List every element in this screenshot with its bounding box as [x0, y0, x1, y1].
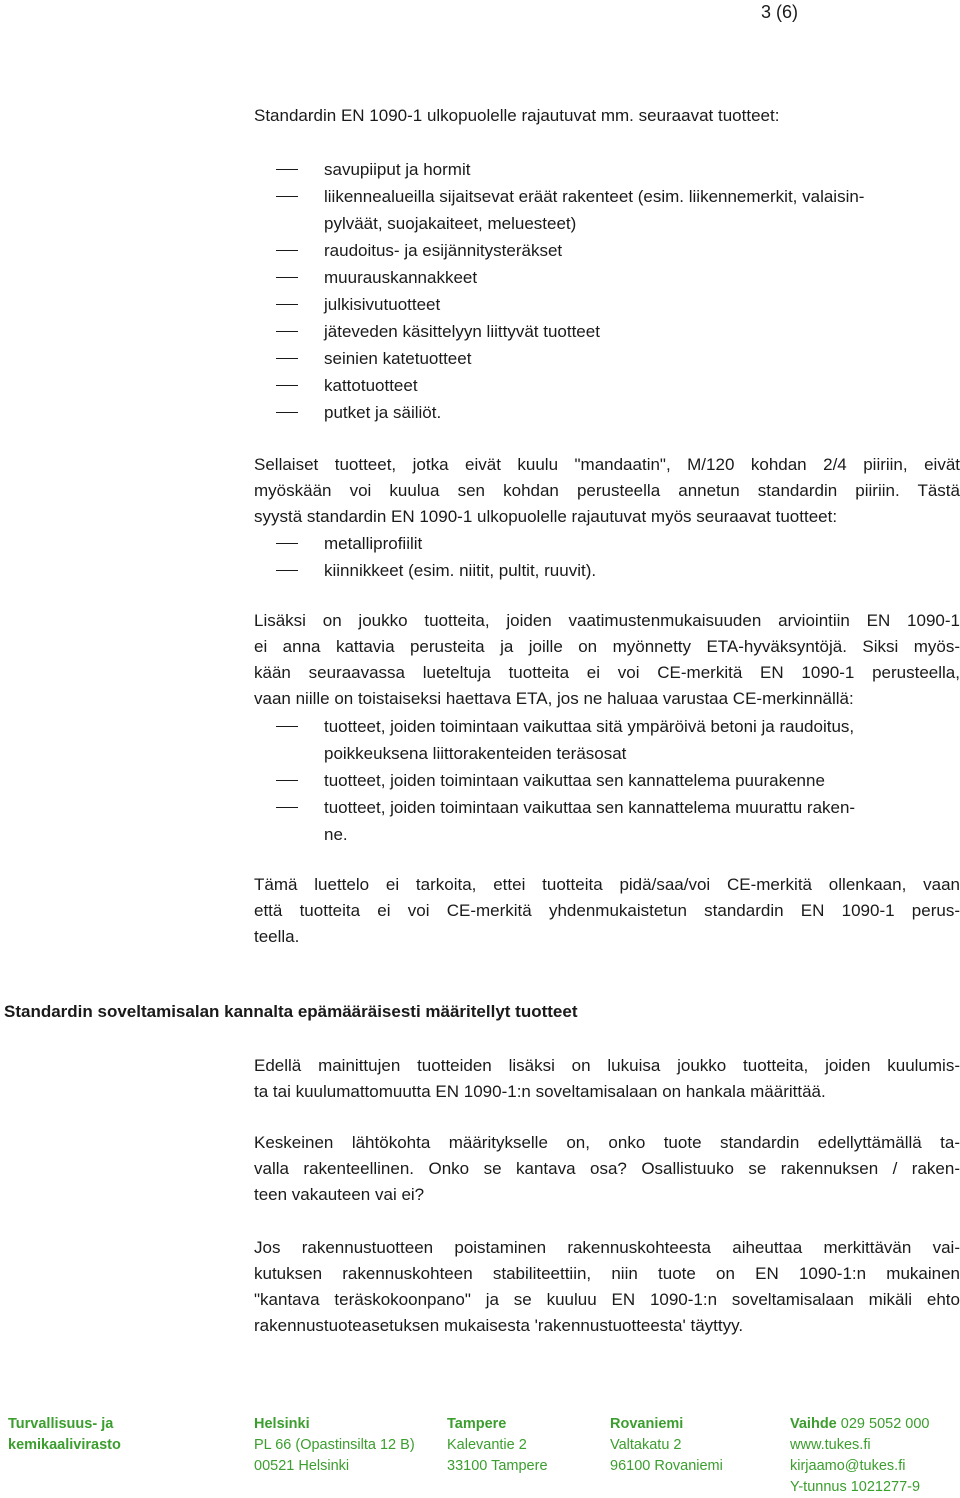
footer-helsinki	[254, 1414, 415, 1477]
footer-rovaniemi-addr1: Valtakatu 2	[610, 1437, 682, 1453]
footer-vaihde	[790, 1414, 929, 1435]
footer-org-line2: kemikaalivirasto	[8, 1437, 121, 1453]
list-item	[254, 767, 960, 794]
list-item-line: poikkeuksena liittorakenteiden teräsosat	[324, 744, 627, 763]
paragraph-line: kutuksen rakennuskohteen stabiliteettiin, niin tuote on EN 1090-1:n mukainen	[254, 1264, 960, 1283]
mandate-paragraph	[254, 452, 960, 530]
paragraph-line: syystä standardin EN 1090-1 ulkopuolelle rajautuvat myös seuraavat tuotteet:	[254, 507, 838, 526]
list-item-line: seinien katetuotteet	[324, 349, 472, 368]
list-item	[254, 237, 960, 264]
list-item	[254, 530, 960, 557]
paragraph-line: kään seuraavassa lueteltuja tuotteita ei voi CE-merkitä EN 1090-1 perusteella,	[254, 663, 960, 682]
excluded-products-list	[254, 156, 960, 426]
list-item-line: muurauskannakkeet	[324, 268, 478, 287]
additional-excluded-list	[254, 530, 960, 584]
paragraph-line: valla rakenteellinen. Onko se kantava osa? Osallistuuko se rakennuksen / raken-	[254, 1159, 960, 1178]
page-number: 3 (6)	[760, 2, 798, 22]
list-item	[254, 345, 960, 372]
paragraph-line: Sellaiset tuotteet, jotka eivät kuulu "mandaatin", M/120 kohdan 2/4 piiriin, eivät	[254, 455, 960, 474]
paragraph-line: teen vakauteen vai ei?	[254, 1185, 425, 1204]
footer-rovaniemi	[610, 1414, 723, 1477]
list-item	[254, 713, 960, 767]
paragraph-line: että tuotteita ei voi CE-merkitä yhdenmukaistetun standardin EN 1090-1 perus-	[254, 901, 960, 920]
starting-point-paragraph	[254, 1130, 960, 1208]
footer-rovaniemi-addr2: 96100 Rovaniemi	[610, 1458, 723, 1474]
list-item-line: liikennealueilla sijaitsevat eräät rakenteet (esim. liikennemerkit, valaisin-	[324, 187, 865, 206]
paragraph-line: rakennustuoteasetuksen mukaisesta 'rakennustuotteesta' täyttyy.	[254, 1316, 744, 1335]
footer-helsinki-addr1: PL 66 (Opastinsilta 12 B)	[254, 1437, 415, 1453]
footer-contact	[790, 1414, 929, 1498]
list-item	[254, 156, 960, 183]
paragraph-line: vaan niille on toistaiseksi haettava ETA, jos ne haluaa varustaa CE-merkinnällä:	[254, 689, 854, 708]
list-item	[254, 291, 960, 318]
list-item-line: pylväät, suojakaiteet, meluesteet)	[324, 214, 577, 233]
list-item-line: ne.	[324, 825, 348, 844]
undefined-products-paragraph	[254, 1053, 960, 1105]
paragraph-line: myöskään voi kuulua sen kohdan perusteella annetun standardin piiriin. Tästä	[254, 481, 960, 500]
footer-helsinki-addr2: 00521 Helsinki	[254, 1458, 350, 1474]
list-item	[254, 399, 960, 426]
footer-rovaniemi-title: Rovaniemi	[610, 1416, 684, 1432]
footer-vaihde-label: Vaihde	[790, 1416, 837, 1432]
list-item	[254, 794, 960, 848]
footer-vaihde-number: 029 5052 000	[840, 1416, 930, 1432]
footer-tampere-addr2: 33100 Tampere	[447, 1458, 548, 1474]
footer-tampere-title: Tampere	[447, 1416, 507, 1432]
list-item-line: julkisivutuotteet	[324, 295, 441, 314]
paragraph-line: "kantava teräskokoonpano" ja se kuuluu EN 1090-1:n soveltamisalaan mikäli ehto	[254, 1290, 960, 1309]
footer-tampere	[447, 1414, 548, 1477]
intro-paragraph: Standardin EN 1090-1 ulkopuolelle rajautuvat mm. seuraavat tuotteet:	[254, 106, 780, 125]
list-item	[254, 318, 960, 345]
footer-email-link[interactable]: kirjaamo@tukes.fi	[790, 1458, 906, 1474]
list-item	[254, 264, 960, 291]
footer-tampere-addr1: Kalevantie 2	[447, 1437, 527, 1453]
eta-products-list	[254, 713, 960, 848]
paragraph-line: Lisäksi on joukko tuotteita, joiden vaatimustenmukaisuuden arviointiin EN 1090-1	[254, 611, 960, 630]
footer-helsinki-title: Helsinki	[254, 1416, 310, 1432]
conclusion-paragraph	[254, 872, 960, 950]
list-item-line: savupiiput ja hormit	[324, 160, 471, 179]
paragraph-line: Edellä mainittujen tuotteiden lisäksi on lukuisa joukko tuotteita, joiden kuulumis-	[254, 1056, 960, 1075]
list-item-line: raudoitus- ja esijännitysteräkset	[324, 241, 563, 260]
list-item-line: tuotteet, joiden toimintaan vaikuttaa sen kannattelema muurattu raken-	[324, 798, 856, 817]
footer-web-link[interactable]: www.tukes.fi	[790, 1437, 871, 1453]
paragraph-line: ei anna kattavia perusteita ja joille on myönnetty ETA-hyväksyntöjä. Siksi myös-	[254, 637, 960, 656]
list-item-line: metalliprofiilit	[324, 534, 423, 553]
paragraph-line: teella.	[254, 927, 300, 946]
paragraph-line: Tämä luettelo ei tarkoita, ettei tuotteita pidä/saa/voi CE-merkitä ollenkaan, vaan	[254, 875, 960, 894]
list-item-line: tuotteet, joiden toimintaan vaikuttaa sen kannattelema puurakenne	[324, 771, 825, 790]
list-item	[254, 183, 960, 237]
stability-paragraph	[254, 1235, 960, 1339]
footer-org-line1: Turvallisuus- ja	[8, 1416, 114, 1432]
list-item-line: kiinnikkeet (esim. niitit, pultit, ruuvit).	[324, 561, 597, 580]
paragraph-line: Jos rakennustuotteen poistaminen rakennuskohteesta aiheuttaa merkittävän vai-	[254, 1238, 960, 1257]
footer-ytunnus: Y-tunnus 1021277-9	[790, 1479, 921, 1495]
list-item-line: jäteveden käsittelyyn liittyvät tuotteet	[324, 322, 600, 341]
list-item-line: kattotuotteet	[324, 376, 418, 395]
list-item	[254, 372, 960, 399]
paragraph-line: Keskeinen lähtökohta määritykselle on, onko tuote standardin edellyttämällä ta-	[254, 1133, 960, 1152]
paragraph-line: ta tai kuulumattomuutta EN 1090-1:n soveltamisalaan on hankala määrittää.	[254, 1082, 826, 1101]
eta-paragraph	[254, 608, 960, 712]
list-item-line: tuotteet, joiden toimintaan vaikuttaa sitä ympäröivä betoni ja raudoitus,	[324, 717, 855, 736]
list-item	[254, 557, 960, 584]
list-item-line: putket ja säiliöt.	[324, 403, 442, 422]
footer-org	[8, 1414, 121, 1456]
section-heading: Standardin soveltamisalan kannalta epämääräisesti määritellyt tuotteet	[4, 1002, 578, 1021]
